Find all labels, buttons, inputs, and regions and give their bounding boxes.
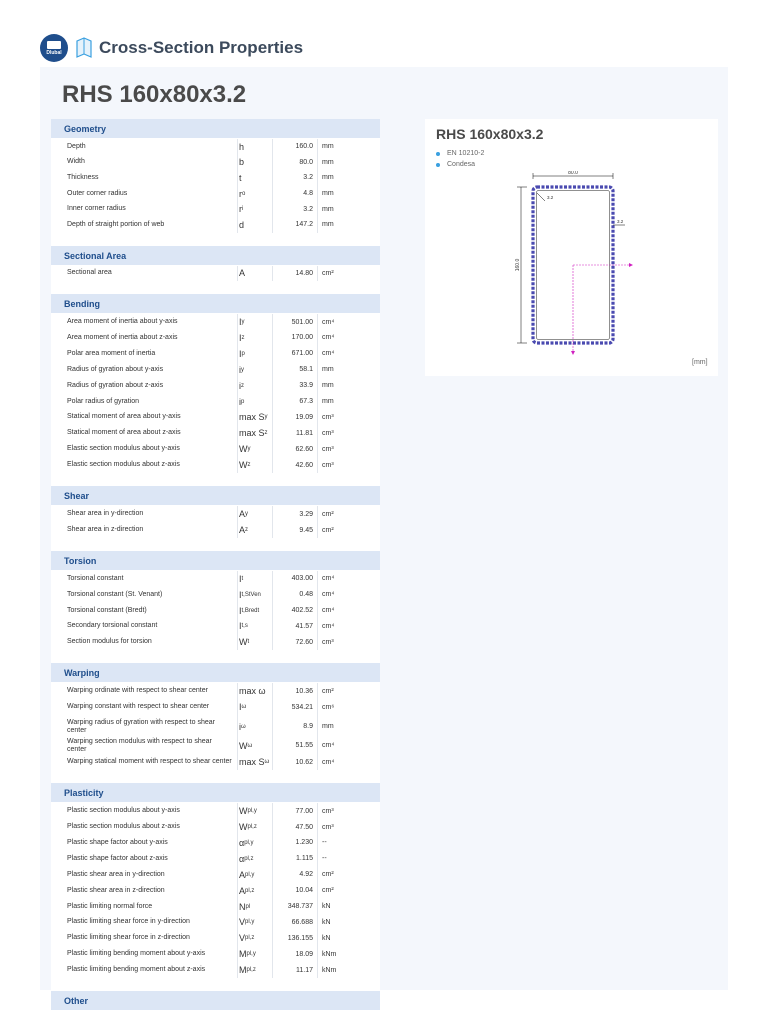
- property-symbol: t: [237, 170, 272, 186]
- property-value: 4.8: [272, 186, 317, 202]
- table-row: [51, 699, 380, 715]
- property-value: 402.52: [272, 603, 317, 619]
- property-description: Area moment of inertia about z-axis: [67, 333, 178, 341]
- table-row: [51, 139, 380, 155]
- property-unit: cm⁶: [317, 699, 355, 715]
- property-unit: cm²: [317, 266, 355, 282]
- section-warping: [51, 663, 380, 783]
- section-torsion: [51, 551, 380, 663]
- property-description: Area moment of inertia about y-axis: [67, 318, 178, 326]
- table-row: [51, 186, 380, 202]
- property-symbol: V pl,y: [237, 914, 272, 930]
- table-row: [51, 314, 380, 330]
- table-row: [51, 754, 380, 770]
- table-row: [51, 962, 380, 978]
- property-symbol: α pl,z: [237, 851, 272, 867]
- property-description: Plastic limiting shear force in y-direction: [67, 918, 190, 926]
- property-description: Plastic shear area in z-direction: [67, 886, 165, 894]
- property-symbol: r i: [237, 201, 272, 217]
- section-plasticity: [51, 783, 380, 991]
- property-value: 67.3: [272, 394, 317, 410]
- table-row: [51, 716, 380, 738]
- property-unit: cm²: [317, 522, 355, 538]
- property-symbol: I t,StVen: [237, 587, 272, 603]
- property-value: 136.155: [272, 930, 317, 946]
- property-description: Elastic section modulus about z-axis: [67, 461, 180, 469]
- property-symbol: I ω: [237, 699, 272, 715]
- property-unit: cm²: [317, 506, 355, 522]
- property-symbol: W t: [237, 634, 272, 650]
- property-description: Warping radius of gyration with respect to shear center: [67, 718, 215, 734]
- property-description: Outer corner radius: [67, 189, 128, 197]
- section-header: Geometry: [51, 119, 380, 138]
- property-value: 534.21: [272, 699, 317, 715]
- table-row: [51, 457, 380, 473]
- page-title: RHS 160x80x3.2: [62, 81, 247, 108]
- property-description: Shear area in z-direction: [67, 526, 144, 534]
- property-description: Plastic shape factor about y-axis: [67, 838, 168, 846]
- property-description: Torsional constant (St. Venant): [67, 590, 163, 598]
- property-symbol: r o: [237, 186, 272, 202]
- property-unit: cm²: [317, 683, 355, 699]
- property-unit: mm: [317, 394, 355, 410]
- property-value: 160.0: [272, 139, 317, 155]
- property-symbol: W pl,y: [237, 803, 272, 819]
- section-header: Bending: [51, 294, 380, 313]
- property-symbol: I y: [237, 314, 272, 330]
- property-unit: cm⁴: [317, 587, 355, 603]
- property-description: Plastic shear area in y-direction: [67, 870, 165, 878]
- property-description: Warping section modulus with respect to shear center: [67, 737, 212, 753]
- list-item: EN 10210-2: [436, 148, 484, 159]
- property-unit: cm³: [317, 803, 355, 819]
- table-row: [51, 587, 380, 603]
- property-unit: mm: [317, 201, 355, 217]
- table-row: [51, 603, 380, 619]
- property-unit: --: [317, 851, 355, 867]
- property-symbol: W y: [237, 441, 272, 457]
- table-row: [51, 914, 380, 930]
- property-description: Plastic section modulus about z-axis: [67, 823, 180, 831]
- table-row: [51, 394, 380, 410]
- property-value: 11.81: [272, 425, 317, 441]
- property-symbol: M pl,y: [237, 946, 272, 962]
- property-unit: cm³: [317, 441, 355, 457]
- table-row: [51, 618, 380, 634]
- property-symbol: A pl,y: [237, 867, 272, 883]
- property-symbol: M pl,z: [237, 962, 272, 978]
- property-description: Elastic section modulus about y-axis: [67, 445, 180, 453]
- property-symbol: W z: [237, 457, 272, 473]
- property-value: 0.48: [272, 587, 317, 603]
- table-row: [51, 506, 380, 522]
- property-symbol: i ω: [237, 716, 272, 738]
- property-symbol: N pl: [237, 899, 272, 915]
- property-symbol: h: [237, 139, 272, 155]
- section-header: Plasticity: [51, 783, 380, 802]
- height-dimension-label: 160.0: [515, 258, 521, 272]
- property-value: 3.2: [272, 201, 317, 217]
- property-unit: --: [317, 835, 355, 851]
- property-unit: cm³: [317, 425, 355, 441]
- units-label: [mm]: [692, 359, 708, 366]
- property-unit: mm: [317, 186, 355, 202]
- property-symbol: d: [237, 217, 272, 233]
- property-description: Radius of gyration about z-axis: [67, 381, 164, 389]
- list-item: Condesa: [436, 159, 484, 170]
- property-description: Plastic limiting shear force in z-direction: [67, 934, 190, 942]
- section-sectional-area: [51, 246, 380, 295]
- property-description: Statical moment of area about z-axis: [67, 429, 181, 437]
- property-description: Sectional area: [67, 269, 112, 277]
- property-value: 42.60: [272, 457, 317, 473]
- section-preview-card: [425, 119, 718, 376]
- property-symbol: W ω: [237, 738, 272, 754]
- property-unit: mm: [317, 155, 355, 171]
- property-symbol: max S y: [237, 410, 272, 426]
- property-unit: cm⁴: [317, 603, 355, 619]
- property-value: 8.9: [272, 716, 317, 738]
- book-icon: [74, 37, 94, 59]
- table-row: [51, 930, 380, 946]
- property-symbol: max S ω: [237, 754, 272, 770]
- section-header: Shear: [51, 486, 380, 505]
- property-description: Polar area moment of inertia: [67, 349, 156, 357]
- property-value: 170.00: [272, 330, 317, 346]
- table-row: [51, 883, 380, 899]
- property-symbol: A z: [237, 522, 272, 538]
- section-header: Other: [51, 991, 380, 1010]
- property-description: Thickness: [67, 173, 99, 181]
- property-unit: cm⁴: [317, 346, 355, 362]
- property-unit: kN: [317, 930, 355, 946]
- property-unit: cm³: [317, 410, 355, 426]
- property-description: Torsional constant (Bredt): [67, 606, 147, 614]
- property-description: Plastic shape factor about z-axis: [67, 854, 168, 862]
- property-value: 10.36: [272, 683, 317, 699]
- app-title: Cross-Section Properties: [99, 38, 304, 57]
- property-value: 33.9: [272, 378, 317, 394]
- property-description: Depth of straight portion of web: [67, 220, 165, 228]
- property-unit: cm³: [317, 457, 355, 473]
- bullet-icon: [436, 163, 440, 167]
- property-value: 11.17: [272, 962, 317, 978]
- property-description: Depth: [67, 142, 86, 150]
- property-unit: mm: [317, 217, 355, 233]
- standards-list: [436, 148, 484, 170]
- bullet-icon: [436, 152, 440, 156]
- property-unit: mm: [317, 716, 355, 738]
- table-row: [51, 410, 380, 426]
- property-description: Inner corner radius: [67, 205, 126, 213]
- table-row: [51, 266, 380, 282]
- table-row: [51, 835, 380, 851]
- property-symbol: i y: [237, 362, 272, 378]
- table-row: [51, 378, 380, 394]
- table-row: [51, 522, 380, 538]
- property-description: Plastic limiting bending moment about y-axis: [67, 950, 206, 958]
- section-header: Torsion: [51, 551, 380, 570]
- property-unit: cm²: [317, 883, 355, 899]
- property-symbol: b: [237, 155, 272, 171]
- property-description: Plastic section modulus about y-axis: [67, 807, 180, 815]
- property-symbol: I t,s: [237, 618, 272, 634]
- property-value: 1.230: [272, 835, 317, 851]
- table-row: [51, 330, 380, 346]
- property-description: Warping constant with respect to shear center: [67, 703, 210, 711]
- card-title: RHS 160x80x3.2: [436, 126, 544, 142]
- table-row: [51, 201, 380, 217]
- table-row: [51, 425, 380, 441]
- property-symbol: I p: [237, 346, 272, 362]
- property-description: Warping ordinate with respect to shear center: [67, 687, 208, 695]
- width-dimension-label: 80.0: [568, 171, 578, 176]
- property-description: Section modulus for torsion: [67, 638, 152, 646]
- table-row: [51, 441, 380, 457]
- property-unit: mm: [317, 170, 355, 186]
- property-symbol: i p: [237, 394, 272, 410]
- property-unit: cm⁴: [317, 330, 355, 346]
- property-value: 10.62: [272, 754, 317, 770]
- property-description: Polar radius of gyration: [67, 397, 139, 405]
- property-value: 10.04: [272, 883, 317, 899]
- table-row: [51, 851, 380, 867]
- section-shear: [51, 486, 380, 551]
- table-row: [51, 683, 380, 699]
- property-value: 80.0: [272, 155, 317, 171]
- property-description: Width: [67, 158, 85, 166]
- property-value: 41.57: [272, 618, 317, 634]
- header: [40, 30, 303, 66]
- property-value: 72.60: [272, 634, 317, 650]
- property-description: Statical moment of area about y-axis: [67, 413, 181, 421]
- section-geometry: [51, 119, 380, 246]
- property-symbol: I t,Bredt: [237, 603, 272, 619]
- property-unit: mm: [317, 378, 355, 394]
- section-header: Sectional Area: [51, 246, 380, 265]
- table-row: [51, 819, 380, 835]
- property-symbol: I t: [237, 571, 272, 587]
- property-unit: cm³: [317, 634, 355, 650]
- property-value: 58.1: [272, 362, 317, 378]
- property-symbol: A y: [237, 506, 272, 522]
- property-symbol: A: [237, 266, 272, 282]
- property-value: 147.2: [272, 217, 317, 233]
- property-unit: cm⁴: [317, 738, 355, 754]
- property-symbol: max ω: [237, 683, 272, 699]
- property-unit: cm²: [317, 867, 355, 883]
- table-row: [51, 899, 380, 915]
- content-panel: [40, 67, 728, 1007]
- table-row: [51, 217, 380, 233]
- property-value: 3.2: [272, 170, 317, 186]
- property-value: 66.688: [272, 914, 317, 930]
- table-row: [51, 634, 380, 650]
- table-row: [51, 946, 380, 962]
- section-header: Warping: [51, 663, 380, 682]
- property-value: 47.50: [272, 819, 317, 835]
- property-unit: cm⁴: [317, 571, 355, 587]
- property-value: 4.92: [272, 867, 317, 883]
- property-value: 77.00: [272, 803, 317, 819]
- property-value: 19.09: [272, 410, 317, 426]
- property-unit: mm: [317, 362, 355, 378]
- property-unit: kN: [317, 899, 355, 915]
- table-row: [51, 170, 380, 186]
- table-row: [51, 803, 380, 819]
- property-value: 501.00: [272, 314, 317, 330]
- property-description: Torsional constant: [67, 574, 124, 582]
- table-row: [51, 346, 380, 362]
- property-value: 671.00: [272, 346, 317, 362]
- property-value: 403.00: [272, 571, 317, 587]
- properties-table: [51, 119, 380, 1022]
- property-unit: cm⁴: [317, 314, 355, 330]
- property-description: Plastic limiting normal force: [67, 902, 153, 910]
- section-bending: [51, 294, 380, 486]
- thickness-label-side: 3.2: [617, 219, 624, 224]
- property-unit: cm⁴: [317, 754, 355, 770]
- property-value: 3.29: [272, 506, 317, 522]
- table-row: [51, 867, 380, 883]
- property-value: 62.60: [272, 441, 317, 457]
- property-description: Shear area in y-direction: [67, 510, 144, 518]
- table-row: [51, 738, 380, 754]
- property-unit: kN: [317, 914, 355, 930]
- dlubal-logo: Dlubal: [40, 34, 68, 62]
- property-value: 1.115: [272, 851, 317, 867]
- property-symbol: W pl,z: [237, 819, 272, 835]
- property-value: 9.45: [272, 522, 317, 538]
- table-row: [51, 155, 380, 171]
- property-symbol: max S z: [237, 425, 272, 441]
- table-row: [51, 571, 380, 587]
- property-value: 14.80: [272, 266, 317, 282]
- property-description: Radius of gyration about y-axis: [67, 365, 164, 373]
- property-unit: mm: [317, 139, 355, 155]
- property-value: 18.09: [272, 946, 317, 962]
- cross-section-drawing: [505, 171, 635, 361]
- property-unit: cm³: [317, 819, 355, 835]
- table-row: [51, 362, 380, 378]
- property-symbol: I z: [237, 330, 272, 346]
- property-description: Secondary torsional constant: [67, 622, 158, 630]
- section-other: [51, 991, 380, 1022]
- property-value: 51.55: [272, 738, 317, 754]
- property-description: Plastic limiting bending moment about z-axis: [67, 966, 206, 974]
- property-symbol: i z: [237, 378, 272, 394]
- property-symbol: α pl,y: [237, 835, 272, 851]
- property-unit: kNm: [317, 946, 355, 962]
- thickness-label-top: 3.2: [547, 195, 554, 200]
- property-symbol: V pl,z: [237, 930, 272, 946]
- property-description: Warping statical moment with respect to shear center: [67, 758, 232, 766]
- property-value: 348.737: [272, 899, 317, 915]
- property-unit: cm⁴: [317, 618, 355, 634]
- property-unit: kNm: [317, 962, 355, 978]
- property-symbol: A pl,z: [237, 883, 272, 899]
